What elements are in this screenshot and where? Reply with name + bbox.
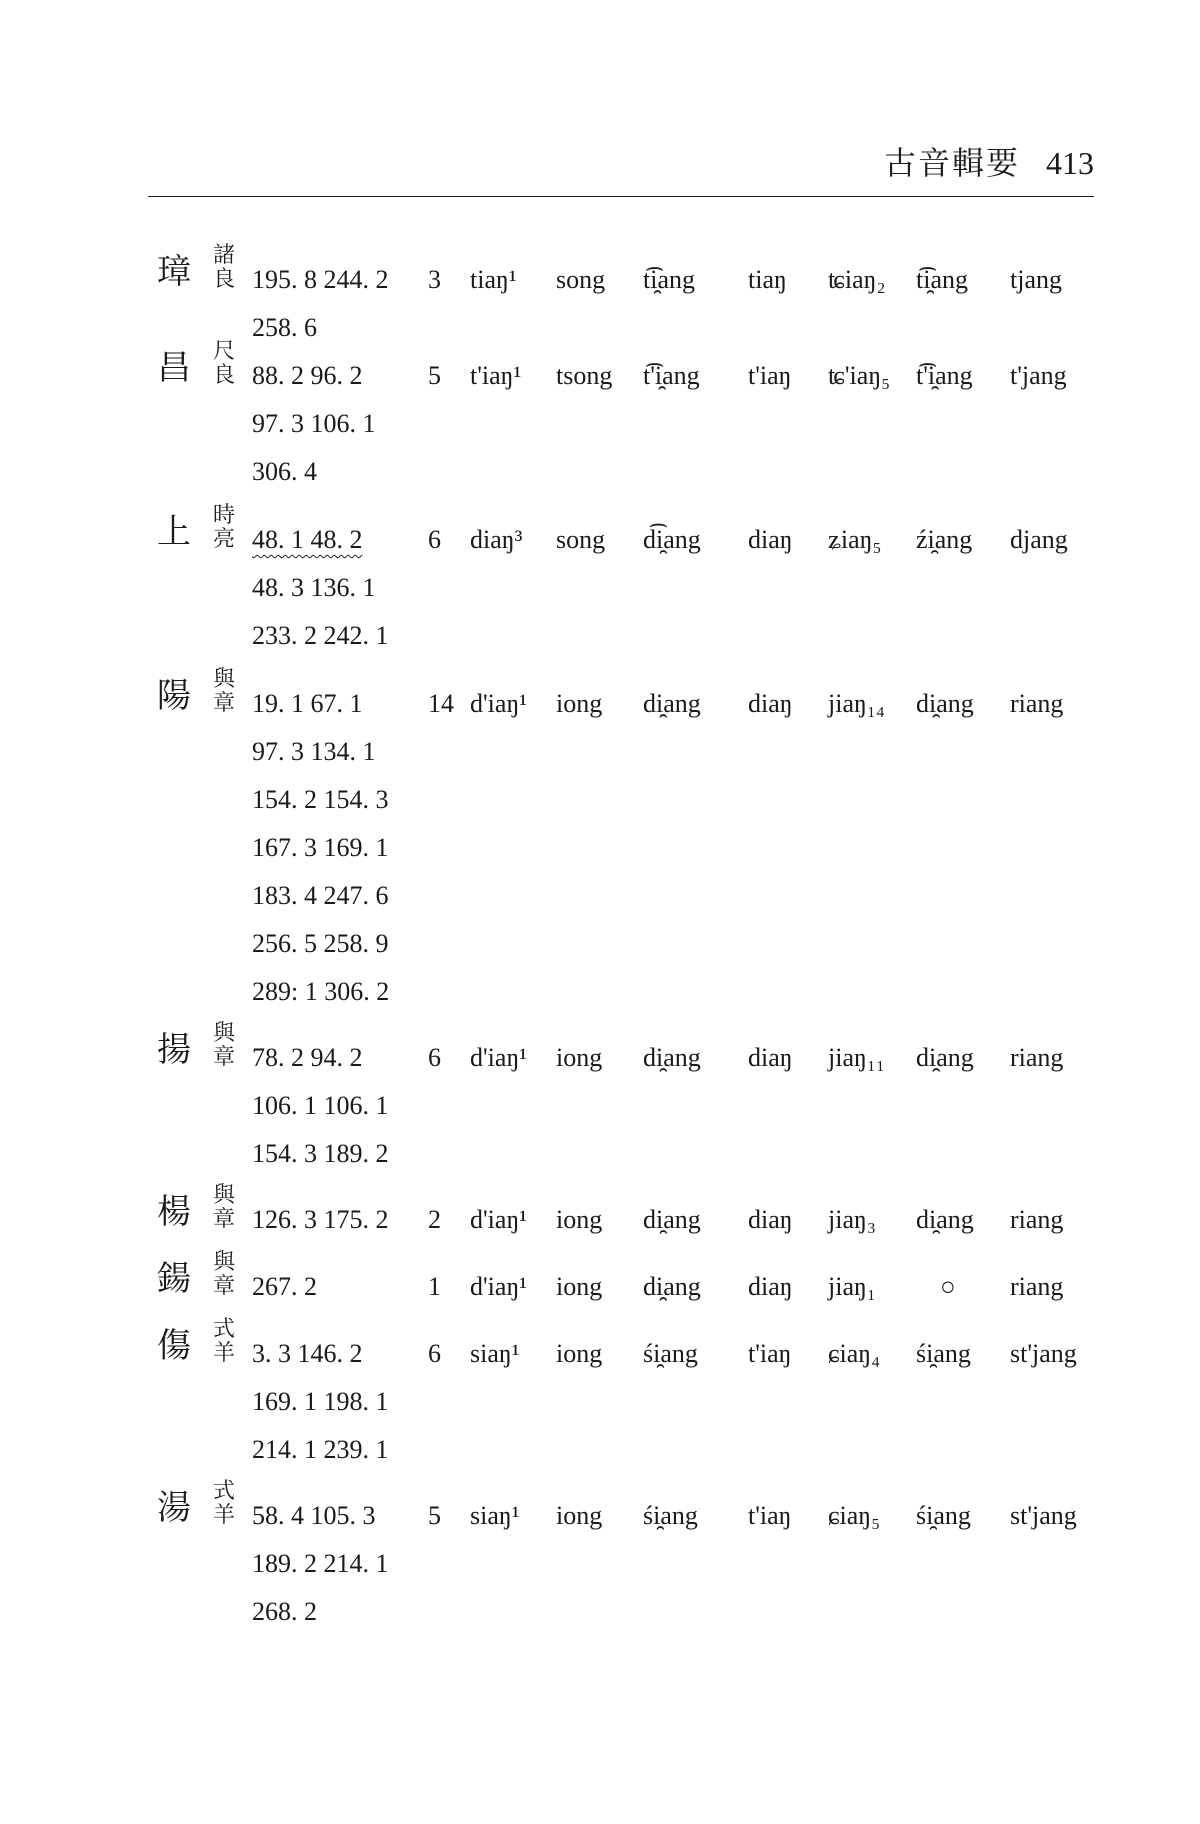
reading-2: tsong xyxy=(556,361,613,390)
fanqie-annotation xyxy=(211,1480,237,1528)
fanqie-upper: 諸 xyxy=(212,243,235,268)
reading-4: diaŋ xyxy=(748,1272,793,1301)
reference-line: 214. 1 239. 1 xyxy=(252,1435,389,1464)
reference-line: 3. 3 146. 2 xyxy=(252,1339,363,1368)
reading-3: di̯ang xyxy=(643,1272,701,1301)
reading-6: di̯ang xyxy=(916,1043,974,1072)
reading-4: diaŋ xyxy=(748,689,793,718)
reference-line: 126. 3 175. 2 xyxy=(252,1205,389,1234)
entry-character: 陽 xyxy=(157,676,191,716)
occurrence-count: 14 xyxy=(428,689,454,718)
fanqie-annotation xyxy=(211,504,237,552)
fanqie-annotation xyxy=(211,1251,237,1299)
reading-1: siaŋ¹ xyxy=(470,1339,520,1368)
fanqie-lower: 良 xyxy=(212,267,235,292)
reading-1: t'iaŋ¹ xyxy=(470,361,522,390)
fanqie-lower: 章 xyxy=(212,691,235,716)
fanqie-lower: 章 xyxy=(212,1207,235,1232)
fanqie-upper: 與 xyxy=(212,1021,235,1046)
fanqie-annotation xyxy=(211,668,237,716)
reference-line: 58. 4 105. 3 xyxy=(252,1501,376,1530)
reading-2: iong xyxy=(556,1339,603,1368)
reading-6: śi̯ang xyxy=(916,1501,971,1530)
entry-character: 傷 xyxy=(157,1326,191,1366)
fanqie-upper: 式 xyxy=(212,1317,235,1342)
fanqie-annotation xyxy=(211,244,237,292)
occurrence-count: 2 xyxy=(428,1205,441,1234)
occurrence-count: 6 xyxy=(428,525,441,554)
reading-7: st'jang xyxy=(1010,1501,1077,1530)
reference-line: 183. 4 247. 6 xyxy=(252,881,389,910)
reference-list xyxy=(252,352,376,496)
reading-1: d'iaŋ¹ xyxy=(470,689,528,718)
reading-7: tjang xyxy=(1010,265,1062,294)
reading-5: jiaŋ₃ xyxy=(828,1205,876,1234)
reading-3: t͡i̯ang xyxy=(643,265,695,294)
occurrence-count: 6 xyxy=(428,1043,441,1072)
reference-list xyxy=(252,1492,389,1636)
reading-6: źi̯ang xyxy=(916,525,973,554)
reading-4: diaŋ xyxy=(748,525,793,554)
reference-line: 97. 3 106. 1 xyxy=(252,409,376,438)
reference-line: 106. 1 106. 1 xyxy=(252,1091,389,1120)
reading-3: t͡'i̯ang xyxy=(643,361,700,390)
reference-line: 78. 2 94. 2 xyxy=(252,1043,363,1072)
fanqie-upper: 與 xyxy=(212,667,235,692)
reading-2: song xyxy=(556,265,606,294)
reference-line: 289: 1 306. 2 xyxy=(252,977,390,1006)
reference-list xyxy=(252,1196,389,1244)
fanqie-lower: 良 xyxy=(212,363,235,388)
entry-character: 鍚 xyxy=(157,1259,191,1299)
header-rule xyxy=(148,196,1094,197)
reference-line: 256. 5 258. 9 xyxy=(252,929,389,958)
reference-list xyxy=(252,256,389,352)
fanqie-upper: 式 xyxy=(212,1479,235,1504)
fanqie-lower: 章 xyxy=(212,1274,235,1299)
occurrence-count: 5 xyxy=(428,361,441,390)
reference-line: 88. 2 96. 2 xyxy=(252,361,363,390)
reading-6: t͡'i̯ang xyxy=(916,361,973,390)
reference-line: 97. 3 134. 1 xyxy=(252,737,376,766)
occurrence-count: 1 xyxy=(428,1272,441,1301)
running-header xyxy=(148,138,1094,184)
reading-2: iong xyxy=(556,689,603,718)
reading-6: di̯ang xyxy=(916,689,974,718)
occurrence-count: 5 xyxy=(428,1501,441,1530)
reference-line: 267. 2 xyxy=(252,1272,317,1301)
fanqie-lower: 亮 xyxy=(212,527,235,552)
reading-4: diaŋ xyxy=(748,1205,793,1234)
fanqie-annotation xyxy=(211,340,237,388)
reading-2: iong xyxy=(556,1501,603,1530)
reading-2: iong xyxy=(556,1272,603,1301)
page-number: 413 xyxy=(1046,145,1094,181)
fanqie-annotation xyxy=(211,1184,237,1232)
reading-7: djang xyxy=(1010,525,1068,554)
reading-4: tiaŋ xyxy=(748,265,787,294)
reading-3: di̯ang xyxy=(643,1043,701,1072)
reference-line: 154. 2 154. 3 xyxy=(252,785,389,814)
reading-5: ɕiaŋ₅ xyxy=(828,1501,881,1530)
reading-6: ○ xyxy=(940,1272,956,1301)
reference-list xyxy=(252,1330,389,1474)
reading-6: śi̯ang xyxy=(916,1339,971,1368)
reading-1: tiaŋ¹ xyxy=(470,265,517,294)
reading-7: t'jang xyxy=(1010,361,1067,390)
reading-5: ʑiaŋ₅ xyxy=(828,525,882,554)
reference-line: 48. 3 136. 1 xyxy=(252,573,376,602)
fanqie-upper: 尺 xyxy=(212,339,235,364)
reference-list xyxy=(252,516,389,660)
reading-5: ɕiaŋ₄ xyxy=(828,1339,881,1368)
reading-3: di̯ang xyxy=(643,1205,701,1234)
entry-character: 揚 xyxy=(157,1030,191,1070)
reading-4: t'iaŋ xyxy=(748,1501,792,1530)
reading-5: jiaŋ₁₁ xyxy=(828,1043,885,1072)
occurrence-count: 6 xyxy=(428,1339,441,1368)
reading-5: ʨiaŋ₂ xyxy=(828,265,886,294)
reading-7: st'jang xyxy=(1010,1339,1077,1368)
reading-1: d'iaŋ¹ xyxy=(470,1272,528,1301)
reading-6: di̯ang xyxy=(916,1205,974,1234)
reading-2: song xyxy=(556,525,606,554)
reading-1: diaŋ³ xyxy=(470,525,523,554)
reference-line xyxy=(252,516,389,564)
reading-5: ʨ'iaŋ₅ xyxy=(828,361,891,390)
reference-line: 19. 1 67. 1 xyxy=(252,689,363,718)
reading-5: jiaŋ₁ xyxy=(828,1272,876,1301)
reading-7: riang xyxy=(1010,689,1064,718)
reference-list xyxy=(252,1034,389,1178)
reference-line: 189. 2 214. 1 xyxy=(252,1549,389,1578)
reading-1: d'iaŋ¹ xyxy=(470,1043,528,1072)
reading-6: t͡i̯ang xyxy=(916,265,968,294)
entry-character: 上 xyxy=(157,512,191,552)
reading-4: diaŋ xyxy=(748,1043,793,1072)
entry-character: 楊 xyxy=(157,1192,191,1232)
reading-3: śi̯ang xyxy=(643,1339,698,1368)
entry-character: 璋 xyxy=(157,252,191,292)
fanqie-lower: 章 xyxy=(212,1045,235,1070)
reading-4: t'iaŋ xyxy=(748,1339,792,1368)
reference-line: 167. 3 169. 1 xyxy=(252,833,389,862)
reading-3: d͡i̯ang xyxy=(643,525,701,554)
reading-1: d'iaŋ¹ xyxy=(470,1205,528,1234)
reading-1: siaŋ¹ xyxy=(470,1501,520,1530)
reading-2: iong xyxy=(556,1043,603,1072)
fanqie-annotation xyxy=(211,1318,237,1366)
reading-2: iong xyxy=(556,1205,603,1234)
reading-4: t'iaŋ xyxy=(748,361,792,390)
reading-5: jiaŋ₁₄ xyxy=(828,689,885,718)
fanqie-lower: 羊 xyxy=(212,1503,235,1528)
reference-line: 306. 4 xyxy=(252,457,317,486)
reading-3: śi̯ang xyxy=(643,1501,698,1530)
reference-line: 169. 1 198. 1 xyxy=(252,1387,389,1416)
entry-character: 湯 xyxy=(157,1488,191,1528)
fanqie-lower: 羊 xyxy=(212,1341,235,1366)
fanqie-upper: 與 xyxy=(212,1250,235,1275)
reading-7: riang xyxy=(1010,1205,1064,1234)
reference-line: 268. 2 xyxy=(252,1597,317,1626)
reference-line: 154. 3 189. 2 xyxy=(252,1139,389,1168)
fanqie-upper: 與 xyxy=(212,1183,235,1208)
reference-line: 195. 8 244. 2 xyxy=(252,265,389,294)
fanqie-annotation xyxy=(211,1022,237,1070)
reference-line: 233. 2 242. 1 xyxy=(252,621,389,650)
reading-7: riang xyxy=(1010,1272,1064,1301)
reading-7: riang xyxy=(1010,1043,1064,1072)
entry-character: 昌 xyxy=(157,348,191,388)
book-title: 古音輯要 xyxy=(883,144,1020,182)
reference-line: 258. 6 xyxy=(252,313,317,342)
wavy-underlined-reference: 48. 1 48. 2 xyxy=(252,525,363,554)
fanqie-upper: 時 xyxy=(212,503,235,528)
reading-3: di̯ang xyxy=(643,689,701,718)
reference-list xyxy=(252,680,389,1016)
occurrence-count: 3 xyxy=(428,265,441,294)
reference-list xyxy=(252,1263,317,1311)
